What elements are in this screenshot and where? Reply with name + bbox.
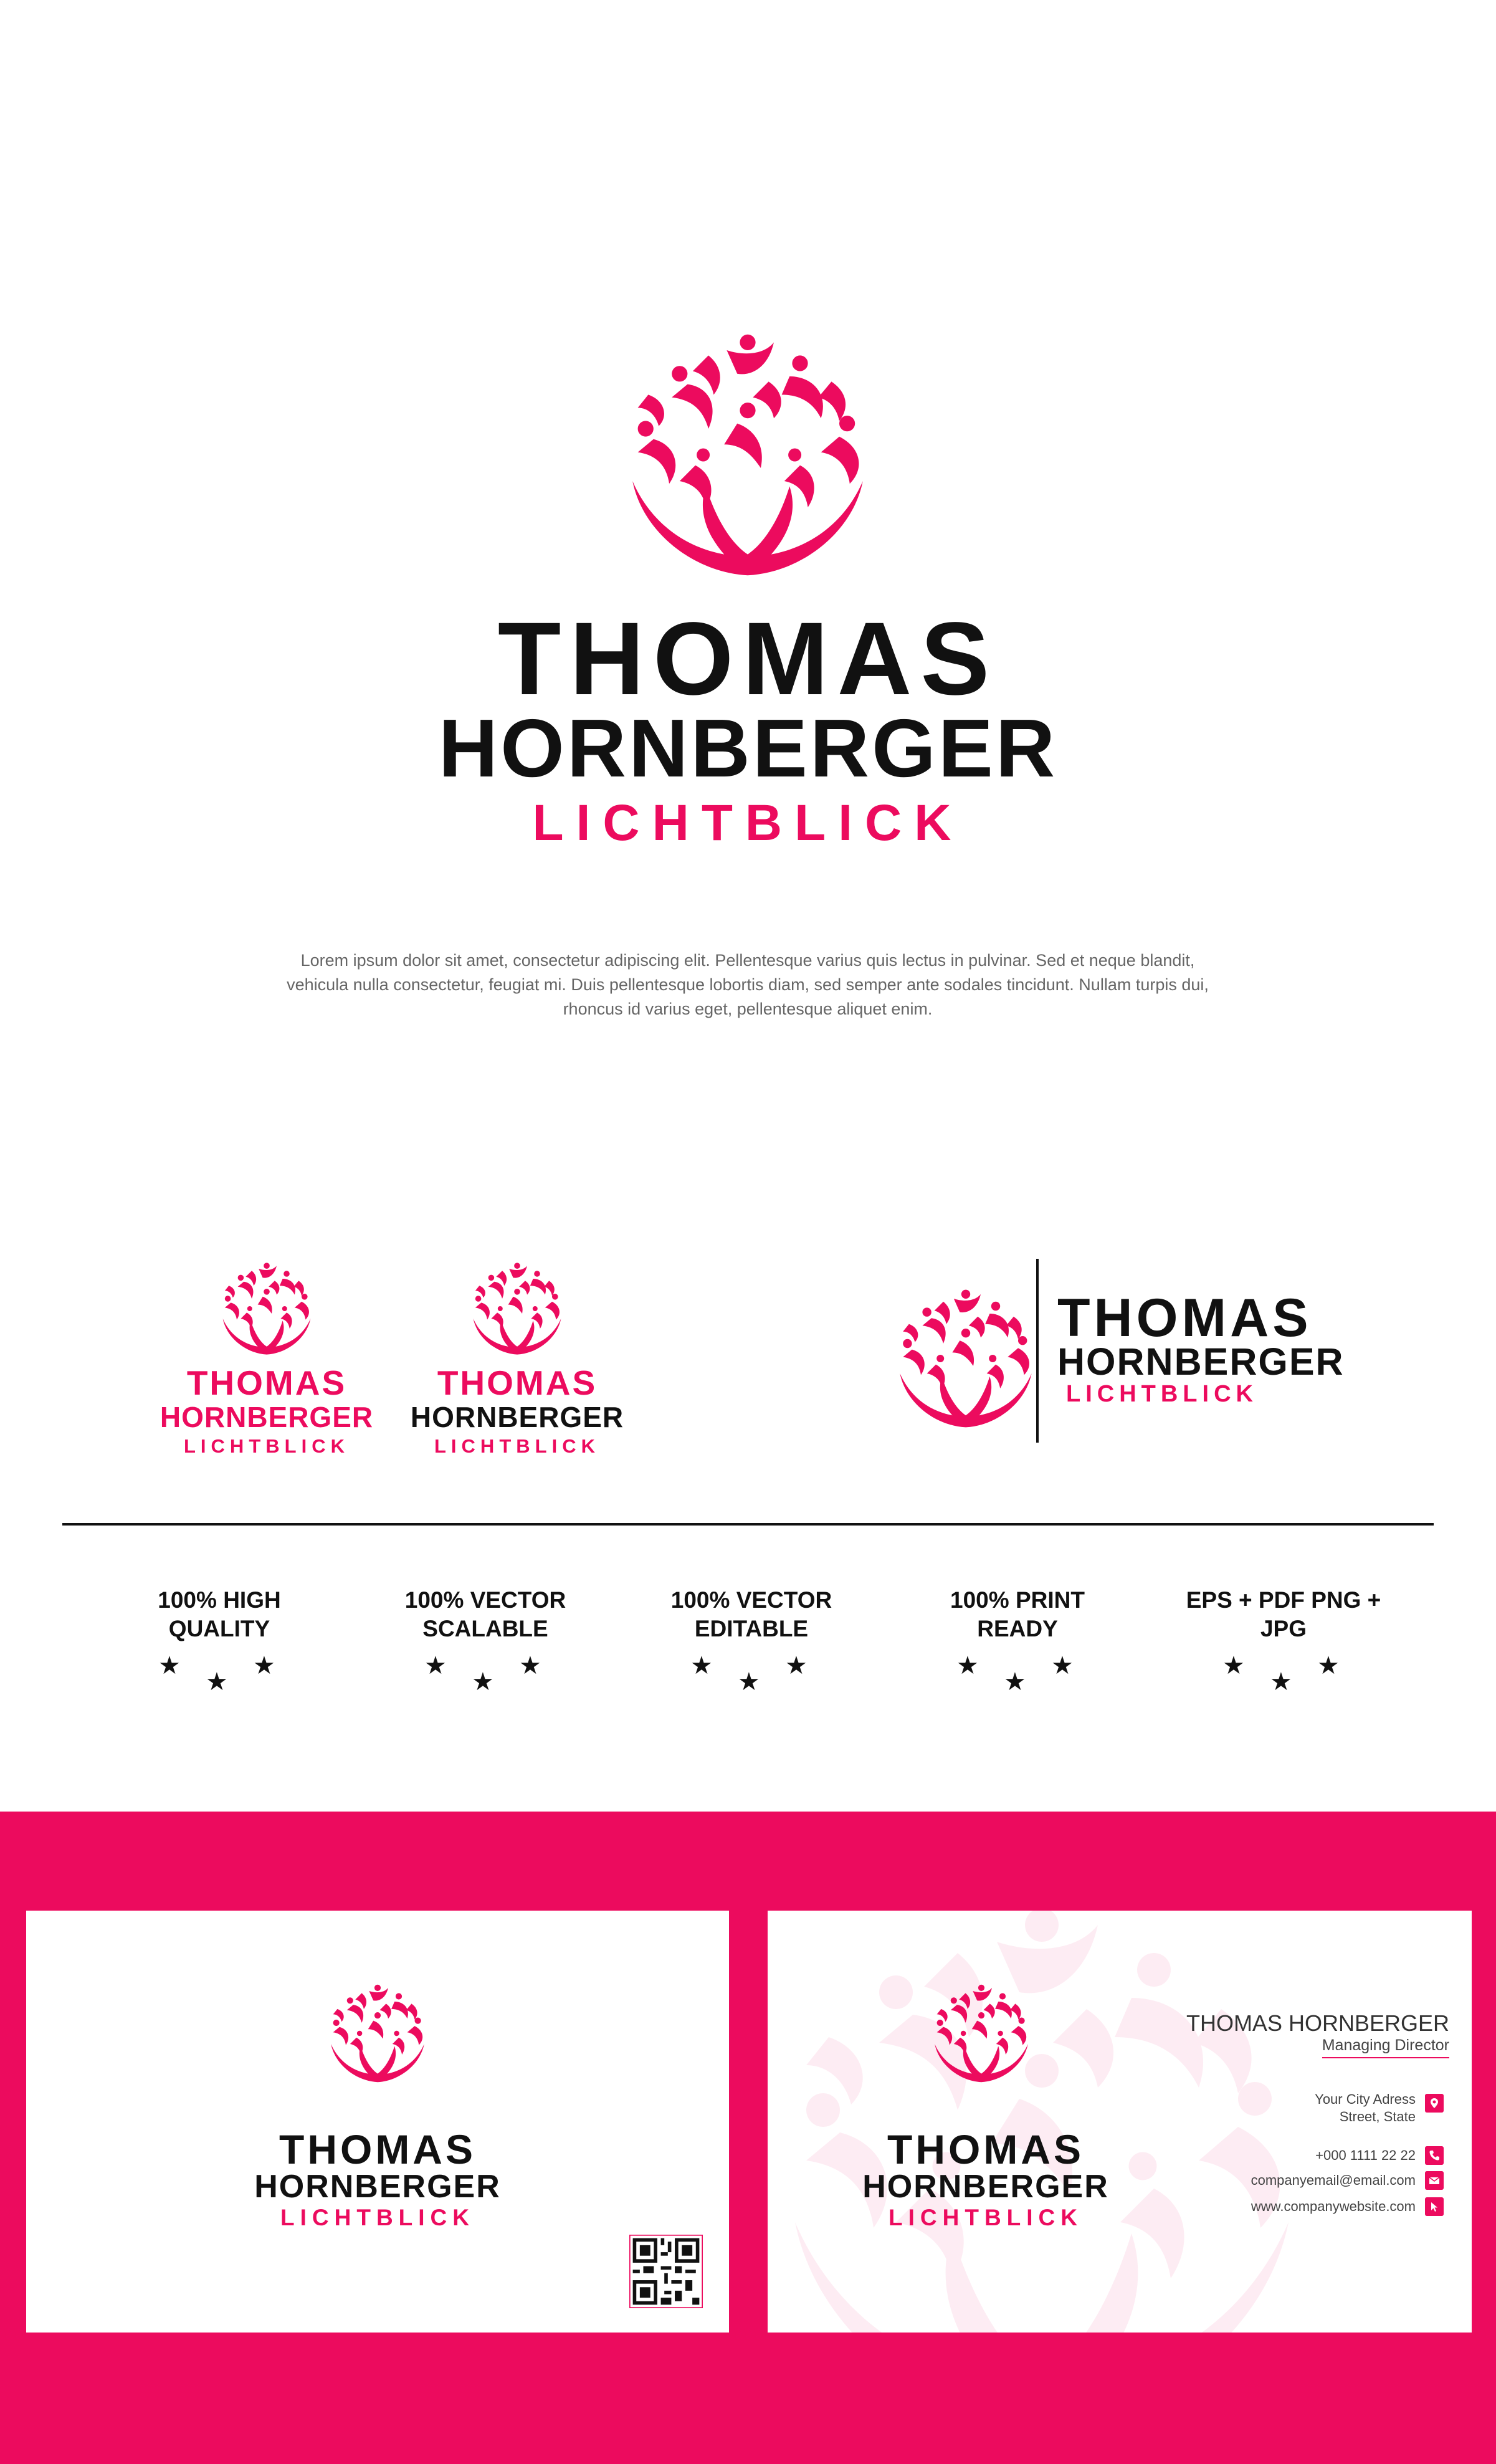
card-back-name-line1: THOMAS bbox=[887, 2126, 1084, 2172]
description-text: Lorem ipsum dolor sit amet, consectetur adipiscing elit. Pellentesque varius quis lectus in pulvinar. Sed et neque blandit, vehicula nulla consectetur, feugiat mi. Duis pellentesque lobortis diam, sed semper ante sodales tincidunt. Nullam turpis dui, rhoncus id varius eget, pellentesque aliquet enim. bbox=[287, 951, 1209, 1018]
business-card-back bbox=[768, 1911, 1472, 2333]
variant-pink-name-line2: HORNBERGER bbox=[160, 1401, 374, 1433]
star-icon: ★ bbox=[253, 1652, 275, 1679]
star-icon: ★ bbox=[785, 1652, 808, 1679]
variant-mixed-name-line2: HORNBERGER bbox=[410, 1401, 624, 1433]
feature-title: 100% VECTOR EDITABLE bbox=[670, 1587, 832, 1641]
horizontal-logo-divider bbox=[1036, 1259, 1039, 1443]
map-pin-icon bbox=[1425, 2094, 1444, 2113]
horizontal-logo-tagline: LICHTBLICK bbox=[1066, 1381, 1258, 1407]
star-icon: ★ bbox=[690, 1652, 713, 1679]
star-icon: ★ bbox=[1270, 1668, 1292, 1696]
star-icon: ★ bbox=[206, 1668, 228, 1696]
qr-code bbox=[629, 2235, 703, 2308]
horizontal-logo-emblem bbox=[891, 1284, 1041, 1433]
card-address-line2: Street, State bbox=[1339, 2109, 1416, 2124]
business-card-front bbox=[26, 1911, 729, 2333]
star-icon: ★ bbox=[424, 1652, 447, 1679]
variant-pink-tagline: LICHTBLICK bbox=[184, 1435, 350, 1457]
card-person-role: Managing Director bbox=[1322, 2037, 1449, 2058]
main-logo-name-line1: THOMAS bbox=[497, 601, 999, 717]
mail-icon bbox=[1425, 2171, 1444, 2190]
variant-pink-name-line1: THOMAS bbox=[186, 1363, 347, 1402]
section-divider bbox=[62, 1523, 1434, 1526]
card-front-name-line2: HORNBERGER bbox=[254, 2169, 501, 2205]
feature-high-quality bbox=[113, 1586, 325, 1697]
main-logo-name-line2: HORNBERGER bbox=[438, 702, 1058, 794]
card-phone: +000 1111 22 22 bbox=[1315, 2147, 1416, 2163]
feature-title: EPS + PDF PNG + JPG bbox=[1186, 1587, 1381, 1641]
feature-title: 100% HIGH QUALITY bbox=[158, 1587, 281, 1641]
card-email: companyemail@email.com bbox=[1251, 2172, 1416, 2188]
feature-title: 100% VECTOR SCALABLE bbox=[404, 1587, 566, 1641]
feature-file-formats bbox=[1178, 1586, 1389, 1697]
card-person-name: THOMAS HORNBERGER bbox=[1186, 2010, 1449, 2036]
feature-stars bbox=[912, 1653, 1123, 1697]
star-icon: ★ bbox=[472, 1668, 494, 1696]
card-back-tagline: LICHTBLICK bbox=[889, 2205, 1083, 2230]
card-back-emblem bbox=[928, 1980, 1034, 2086]
feature-stars bbox=[113, 1653, 325, 1697]
card-back-watermark-emblem bbox=[768, 1911, 1322, 2333]
feature-title: 100% PRINT READY bbox=[950, 1587, 1085, 1641]
star-icon: ★ bbox=[1004, 1668, 1026, 1696]
star-icon: ★ bbox=[738, 1668, 760, 1696]
variant-mixed-name-line1: THOMAS bbox=[437, 1363, 598, 1402]
star-icon: ★ bbox=[956, 1652, 979, 1679]
variant-pink-emblem bbox=[217, 1259, 317, 1359]
feature-stars bbox=[379, 1653, 591, 1697]
phone-icon bbox=[1425, 2146, 1444, 2165]
card-front-emblem bbox=[325, 1980, 431, 2086]
main-logo-emblem bbox=[617, 324, 879, 586]
star-icon: ★ bbox=[1317, 1652, 1340, 1679]
star-icon: ★ bbox=[1051, 1652, 1074, 1679]
variant-mixed-tagline: LICHTBLICK bbox=[434, 1435, 600, 1457]
card-back-name-line2: HORNBERGER bbox=[862, 2169, 1109, 2205]
card-address-line1: Your City Adress bbox=[1315, 2091, 1416, 2107]
card-front-name-line1: THOMAS bbox=[279, 2126, 476, 2172]
logo-variant-mixed bbox=[386, 1259, 648, 1456]
feature-vector-editable bbox=[646, 1586, 857, 1697]
star-icon: ★ bbox=[158, 1652, 181, 1679]
feature-stars bbox=[1178, 1653, 1389, 1697]
cursor-icon bbox=[1425, 2197, 1444, 2216]
feature-stars bbox=[646, 1653, 857, 1697]
horizontal-logo-name-line1: THOMAS bbox=[1057, 1288, 1312, 1348]
star-icon: ★ bbox=[519, 1652, 541, 1679]
horizontal-logo-name-line2: HORNBERGER bbox=[1057, 1340, 1345, 1383]
feature-print-ready bbox=[912, 1586, 1123, 1697]
variant-mixed-emblem bbox=[467, 1259, 567, 1359]
card-website: www.companywebsite.com bbox=[1251, 2199, 1416, 2214]
logo-variant-pink bbox=[136, 1259, 398, 1456]
star-icon: ★ bbox=[1222, 1652, 1245, 1679]
feature-vector-scalable bbox=[379, 1586, 591, 1697]
main-logo-tagline: LICHTBLICK bbox=[532, 795, 964, 851]
card-front-tagline: LICHTBLICK bbox=[280, 2205, 475, 2230]
